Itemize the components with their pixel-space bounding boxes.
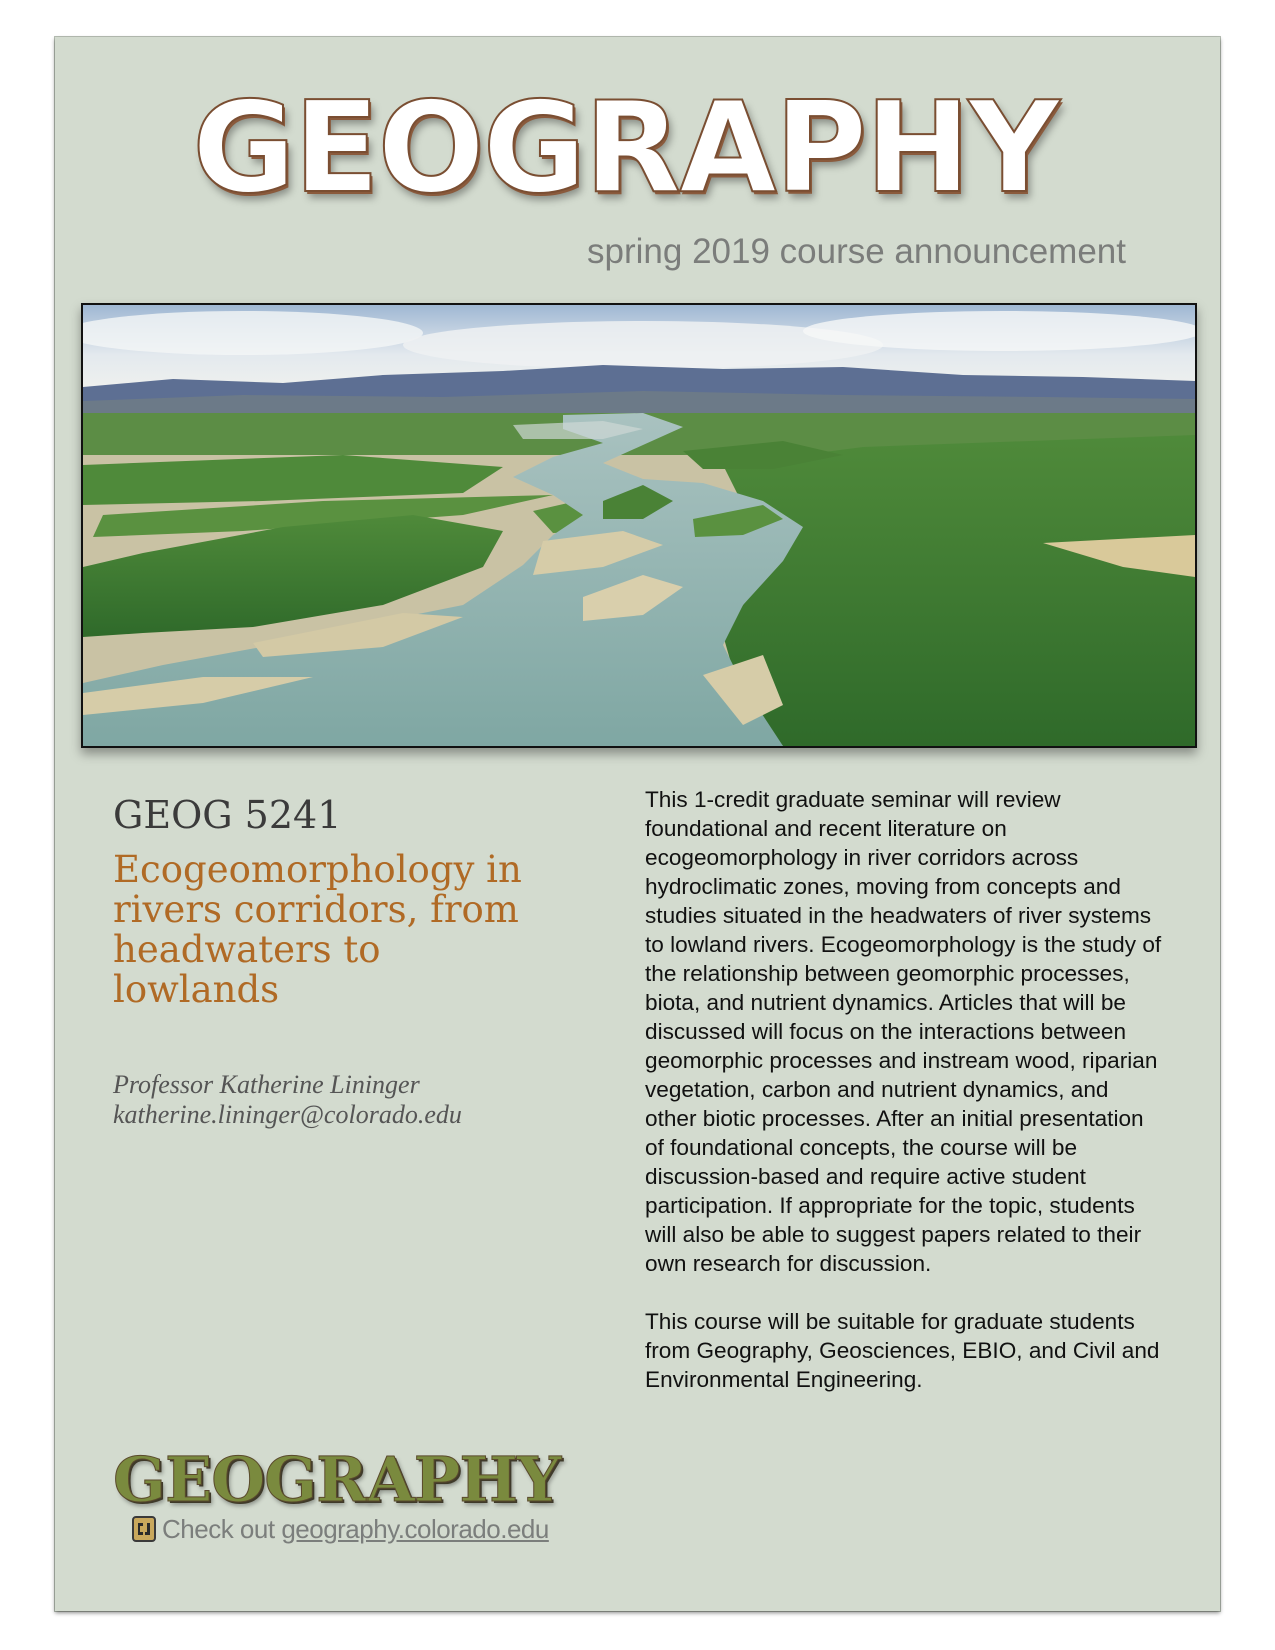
- masthead-title: GEOGRAPHY: [192, 74, 1058, 221]
- logo-prefix: Check out: [162, 1513, 275, 1544]
- announcement-subtitle: spring 2019 course announcement: [587, 232, 1126, 271]
- instructor-block: [113, 1070, 553, 1130]
- course-title: Ecogeomorphology in rivers corridors, from headwaters to lowlands: [113, 848, 522, 1011]
- cu-buffalo-icon: [132, 1516, 156, 1542]
- description-paragraph-2: This course will be suitable for graduate students from Geography, Geosciences, EBIO, and Civil and Environmental Engineering.: [645, 1309, 1160, 1392]
- instructor-email[interactable]: katherine.lininger@colorado.edu: [113, 1100, 462, 1129]
- river-landscape-photo: [81, 303, 1197, 748]
- description-paragraph-1: This 1-credit graduate seminar will review foundational and recent literature on ecogeomorphology in river corridors across hydroclimatic zones, moving from concepts and studies situated in the headwaters of river systems to lowland rivers. Ecogeomorphology is the study of the relationship between geomorphic processes, biota, and nutrient dynamics. Articles that will be discussed will focus on the interactions between geomorphic processes and instream wood, riparian vegetation, carbon and nutrient dynamics, and other biotic processes. After an initial presentation of foundational concepts, the course will be discussion-based and require active student participation. If appropriate for the topic, students will also be able to suggest papers related to their own research for discussion.: [645, 787, 1162, 1276]
- river-landscape-illustration: [83, 305, 1195, 746]
- geography-logo-link-line[interactable]: [132, 1512, 549, 1546]
- course-description: [645, 785, 1165, 1423]
- instructor-name: Professor Katherine Lininger: [113, 1070, 420, 1099]
- geography-logo-wordmark: GEOGRAPHY: [113, 1443, 561, 1516]
- course-code: GEOG 5241: [113, 793, 342, 837]
- geography-website-link[interactable]: geography.colorado.edu: [281, 1513, 549, 1544]
